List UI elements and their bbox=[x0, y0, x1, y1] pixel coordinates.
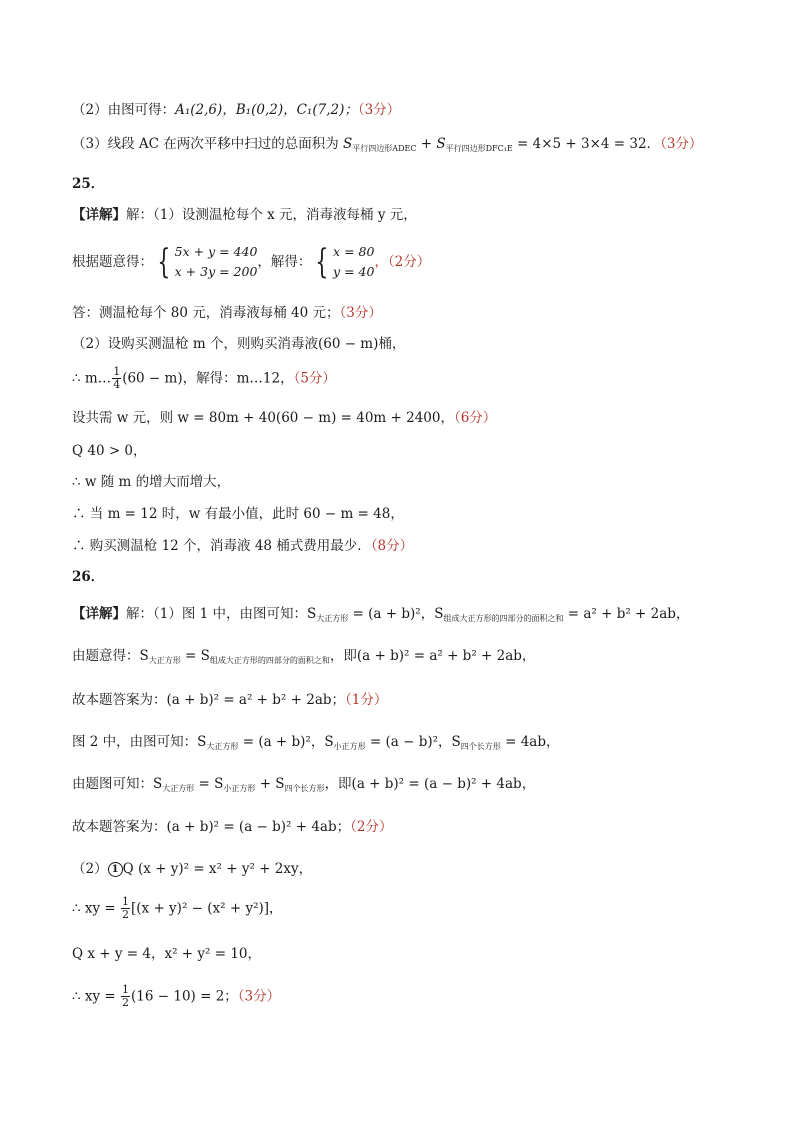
conclusion-25: ∴ 购买测温枪 12 个，消毒液 48 桶式费用最少．（8分） bbox=[72, 538, 414, 554]
fraction-one-quarter: $\frac{1}{4}$ bbox=[113, 365, 121, 391]
answer-26-1: 故本题答案为：(a + b)² = a² + b² + 2ab；（1分） bbox=[72, 692, 388, 708]
question-number-25: 25． bbox=[72, 176, 105, 192]
score-mark: （3分） bbox=[237, 988, 281, 1005]
given-values-line: Q x + y = 4，x² + y² = 10， bbox=[72, 946, 262, 962]
score-mark: （5分） bbox=[293, 370, 336, 387]
score-mark: （1分） bbox=[345, 692, 388, 708]
left-brace: { bbox=[315, 242, 329, 282]
score-mark: （6分） bbox=[453, 410, 497, 426]
score-mark: （2分） bbox=[350, 819, 393, 835]
xy-expression-line: ∴ xy = $\frac{1}{2}$ [(x + y)² − (x² + y²)]， bbox=[72, 895, 283, 921]
answer-26-2: 故本题答案为：(a + b)² = (a − b)² + 4ab；（2分） bbox=[72, 819, 393, 835]
equality-line-1: 由题意得：$S_{大正方形} = S_{组成大正方形的四部分的面积之和}$，即(a + b)² = a² + b² + 2ab， bbox=[72, 648, 536, 665]
cost-function-line: 设共需 w 元，则 w = 80m + 40(60 − m) = 40m + 2400，（6分） bbox=[72, 410, 497, 426]
xy-result-line: ∴ xy = $\frac{1}{2}$ (16 − 10) = 2；（3分） bbox=[72, 983, 281, 1009]
solution-25-intro: 【详解】解：（1）设测温枪每个 x 元，消毒液每桶 y 元， bbox=[72, 207, 417, 223]
circled-number-1: 1 bbox=[108, 862, 123, 877]
increasing-line: ∴ w 随 m 的增大而增大， bbox=[72, 474, 231, 490]
fraction-one-half: $\frac{1}{2}$ bbox=[122, 895, 130, 921]
left-brace: { bbox=[157, 242, 171, 282]
fraction-one-half: $\frac{1}{2}$ bbox=[122, 983, 130, 1009]
answer-25-part-1: 答：测温枪每个 80 元，消毒液每桶 40 元；（3分） bbox=[72, 305, 382, 321]
score-mark: ，（2分） bbox=[374, 254, 431, 270]
score-mark: （3分） bbox=[339, 305, 382, 321]
solution-26-part-2: （2） 1 Q (x + y)² = x² + y² + 2xy， bbox=[72, 861, 313, 877]
inequality-line: ∴ m… $\frac{1}{4}$ (60 − m)，解得：m…12，（5分） bbox=[72, 365, 336, 391]
score-mark: （8分） bbox=[370, 538, 414, 554]
score-mark: （3分） bbox=[660, 136, 703, 152]
positive-coefficient-line: Q 40 > 0， bbox=[72, 443, 147, 459]
detail-tag: 【详解】 bbox=[72, 606, 126, 622]
solution-26-figure-1: 【详解】解：（1）图 1 中，由图可知：$S_{大正方形} = (a + b)^2$，$S_{组成大正方形的四部分的面积之和} = a^2 + b^2 + 2ab$， bbox=[72, 606, 690, 623]
answer-line-3-area: （3）线段 AC 在两次平移中扫过的总面积为 $S_{平行四边形ADEC} + S_{平行四边形DFC_1E} = 4\times 5 + 3\times 4 = 32$．（3分） bbox=[72, 136, 703, 153]
minimum-line: ∴ 当 m = 12 时，w 有最小值，此时 60 − m = 48， bbox=[72, 506, 404, 522]
solution-system: x = 80 y = 40 bbox=[333, 244, 375, 279]
answer-line-2-coordinates: （2）由图可得：A₁(2,6)，B₁(0,2)，C₁(7,2)；（3分） bbox=[72, 102, 401, 118]
equation-system-line: 根据题意得： { 5x + y = 440 x + 3y = 200 ，解得： { x = 80 y = 40 ，（2分） bbox=[72, 242, 431, 282]
solution-25-part-2-setup: （2）设购买测温枪 m 个，则购买消毒液(60 − m)桶， bbox=[72, 336, 406, 352]
score-mark: （3分） bbox=[357, 102, 401, 118]
equality-line-2: 由题图可知：$S_{大正方形} = S_{小正方形} + S_{四个长方形}$，即(a + b)² = (a − b)² + 4ab， bbox=[72, 776, 536, 793]
solution-26-figure-2: 图 2 中，由图可知：$S_{大正方形} = (a + b)^2$，$S_{小正方形} = (a - b)^2$，$S_{四个长方形} = 4ab$， bbox=[72, 734, 560, 751]
detail-tag: 【详解】 bbox=[72, 207, 126, 223]
equation-system: 5x + y = 440 x + 3y = 200 bbox=[174, 244, 258, 279]
question-number-26: 26． bbox=[72, 569, 105, 585]
